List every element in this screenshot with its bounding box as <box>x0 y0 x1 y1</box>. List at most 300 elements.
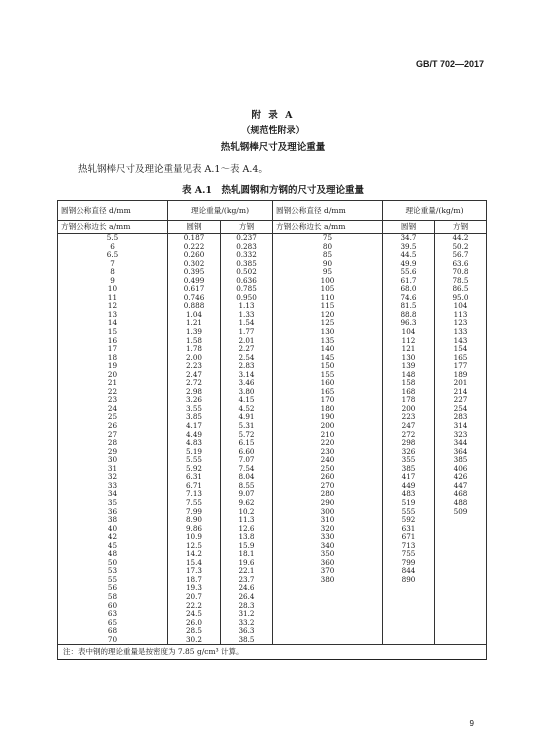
round-weight-cell: 247 <box>383 422 435 431</box>
size-cell: 27 <box>58 431 168 440</box>
square-weight-cell: 44.2 <box>435 234 487 243</box>
size-cell: 55 <box>58 576 168 585</box>
square-weight-cell: 38.5 <box>221 636 273 645</box>
size-cell: 35 <box>58 499 168 508</box>
size-col-header-right: 圆钢公称直径 d/mm <box>273 201 383 221</box>
round-weight-cell: 14.2 <box>168 550 221 559</box>
size-cell: 290 <box>273 499 383 508</box>
table-row <box>58 396 487 405</box>
table-row <box>58 337 487 346</box>
table-row <box>58 465 487 474</box>
size-cell: 60 <box>58 602 168 611</box>
square-weight-cell: 7.54 <box>221 465 273 474</box>
round-weight-cell: 6.31 <box>168 473 221 482</box>
square-weight-cell: 2.83 <box>221 362 273 371</box>
round-weight-cell <box>383 593 435 602</box>
size-cell: 380 <box>273 576 383 585</box>
size-cell: 330 <box>273 533 383 542</box>
size-cell: 65 <box>58 619 168 628</box>
square-weight-cell: 0.332 <box>221 251 273 260</box>
square-weight-cell: 133 <box>435 328 487 337</box>
square-weight-cell: 488 <box>435 499 487 508</box>
size-cell: 22 <box>58 388 168 397</box>
round-weight-cell: 326 <box>383 448 435 457</box>
square-weight-cell: 26.4 <box>221 593 273 602</box>
size-cell <box>273 610 383 619</box>
square-weight-cell: 165 <box>435 354 487 363</box>
round-weight-cell: 5.55 <box>168 456 221 465</box>
appendix-title: 附 录 A <box>251 110 295 121</box>
round-weight-cell: 449 <box>383 482 435 491</box>
size-cell: 120 <box>273 311 383 320</box>
square-weight-cell: 283 <box>435 413 487 422</box>
square-weight-cell: 13.8 <box>221 533 273 542</box>
table-row <box>58 371 487 380</box>
table-row <box>58 268 487 277</box>
round-weight-cell: 2.72 <box>168 379 221 388</box>
size-cell: 12 <box>58 302 168 311</box>
round-weight-cell: 104 <box>383 328 435 337</box>
square-weight-cell: 406 <box>435 465 487 474</box>
size-cell: 170 <box>273 396 383 405</box>
round-weight-cell: 148 <box>383 371 435 380</box>
size-cell: 165 <box>273 388 383 397</box>
size-cell: 110 <box>273 294 383 303</box>
round-weight-cell: 1.39 <box>168 328 221 337</box>
square-weight-cell: 78.5 <box>435 277 487 286</box>
square-weight-cell: 2.54 <box>221 354 273 363</box>
square-weight-cell <box>435 533 487 542</box>
size-cell: 25 <box>58 413 168 422</box>
size-cell: 85 <box>273 251 383 260</box>
round-weight-cell: 81.5 <box>383 302 435 311</box>
round-weight-cell: 22.2 <box>168 602 221 611</box>
square-weight-cell <box>435 593 487 602</box>
table-row <box>58 405 487 414</box>
round-weight-cell: 200 <box>383 405 435 414</box>
round-weight-cell: 631 <box>383 525 435 534</box>
square-weight-cell: 4.15 <box>221 396 273 405</box>
round-weight-cell: 1.21 <box>168 319 221 328</box>
square-weight-cell: 24.6 <box>221 584 273 593</box>
square-weight-cell: 1.77 <box>221 328 273 337</box>
size-cell: 75 <box>273 234 383 243</box>
round-weight-cell: 671 <box>383 533 435 542</box>
size-cell: 280 <box>273 490 383 499</box>
size-cell: 36 <box>58 508 168 517</box>
table-row <box>58 482 487 491</box>
round-weight-cell: 4.17 <box>168 422 221 431</box>
size-cell: 250 <box>273 465 383 474</box>
table-row <box>58 516 487 525</box>
size-cell: 17 <box>58 345 168 354</box>
size-cell: 155 <box>273 371 383 380</box>
size-cell: 130 <box>273 328 383 337</box>
size-cell: 26 <box>58 422 168 431</box>
table-row <box>58 602 487 611</box>
round-weight-cell: 7.55 <box>168 499 221 508</box>
round-weight-cell: 9.86 <box>168 525 221 534</box>
table-row <box>58 619 487 628</box>
table-row <box>58 234 487 243</box>
square-weight-cell: 0.237 <box>221 234 273 243</box>
size-cell: 56 <box>58 584 168 593</box>
size-cell: 100 <box>273 277 383 286</box>
round-weight-cell: 139 <box>383 362 435 371</box>
size-cell: 125 <box>273 319 383 328</box>
round-weight-cell: 168 <box>383 388 435 397</box>
size-col-subheader-right: 方钢公称边长 a/mm <box>273 221 383 234</box>
square-weight-cell: 18.1 <box>221 550 273 559</box>
round-weight-cell: 96.3 <box>383 319 435 328</box>
table-row <box>58 319 487 328</box>
round-weight-cell: 0.617 <box>168 285 221 294</box>
size-cell: 230 <box>273 448 383 457</box>
square-weight-cell: 0.283 <box>221 243 273 252</box>
square-weight-cell: 104 <box>435 302 487 311</box>
round-weight-cell: 130 <box>383 354 435 363</box>
size-cell: 68 <box>58 627 168 636</box>
square-weight-cell: 1.13 <box>221 302 273 311</box>
square-weight-cell: 36.3 <box>221 627 273 636</box>
size-cell: 220 <box>273 439 383 448</box>
size-cell: 42 <box>58 533 168 542</box>
round-weight-cell: 18.7 <box>168 576 221 585</box>
size-cell <box>273 636 383 645</box>
table-row <box>58 277 487 286</box>
round-weight-cell: 74.6 <box>383 294 435 303</box>
square-weight-cell: 95.0 <box>435 294 487 303</box>
square-weight-cell: 5.31 <box>221 422 273 431</box>
table-row <box>58 251 487 260</box>
square-weight-cell: 4.52 <box>221 405 273 414</box>
size-cell: 360 <box>273 559 383 568</box>
round-weight-cell: 6.71 <box>168 482 221 491</box>
round-weight-cell: 0.888 <box>168 302 221 311</box>
square-weight-cell <box>435 567 487 576</box>
round-weight-cell: 12.5 <box>168 542 221 551</box>
size-cell: 6.5 <box>58 251 168 260</box>
round-weight-cell: 713 <box>383 542 435 551</box>
round-weight-cell: 5.19 <box>168 448 221 457</box>
round-weight-cell: 30.2 <box>168 636 221 645</box>
table-row <box>58 328 487 337</box>
round-weight-cell: 44.5 <box>383 251 435 260</box>
square-weight-cell: 254 <box>435 405 487 414</box>
size-cell: 53 <box>58 567 168 576</box>
square-weight-cell <box>435 550 487 559</box>
round-weight-cell: 0.395 <box>168 268 221 277</box>
size-cell: 70 <box>58 636 168 645</box>
standard-code: GB/T 702—2017 <box>415 59 484 69</box>
table-row <box>58 302 487 311</box>
size-cell: 7 <box>58 260 168 269</box>
size-cell: 135 <box>273 337 383 346</box>
square-weight-cell <box>435 602 487 611</box>
square-weight-cell: 33.2 <box>221 619 273 628</box>
size-cell: 340 <box>273 542 383 551</box>
table-row <box>58 499 487 508</box>
round-col-header-right: 圆钢 <box>383 221 435 234</box>
round-weight-cell: 8.90 <box>168 516 221 525</box>
square-weight-cell: 189 <box>435 371 487 380</box>
size-col-header: 圆钢公称直径 d/mm <box>58 201 168 221</box>
round-weight-cell: 555 <box>383 508 435 517</box>
square-weight-cell: 8.55 <box>221 482 273 491</box>
round-weight-cell: 272 <box>383 431 435 440</box>
square-weight-cell: 9.62 <box>221 499 273 508</box>
size-cell: 370 <box>273 567 383 576</box>
square-weight-cell: 5.72 <box>221 431 273 440</box>
size-cell: 10 <box>58 285 168 294</box>
size-cell: 105 <box>273 285 383 294</box>
round-weight-cell: 158 <box>383 379 435 388</box>
table-row <box>58 584 487 593</box>
square-weight-cell: 63.6 <box>435 260 487 269</box>
square-weight-cell: 31.2 <box>221 610 273 619</box>
size-cell: 270 <box>273 482 383 491</box>
square-col-header-right: 方钢 <box>435 221 487 234</box>
size-cell: 31 <box>58 465 168 474</box>
size-cell: 32 <box>58 473 168 482</box>
size-cell: 240 <box>273 456 383 465</box>
table-row <box>58 490 487 499</box>
square-weight-cell: 447 <box>435 482 487 491</box>
size-cell: 24 <box>58 405 168 414</box>
square-weight-cell: 10.2 <box>221 508 273 517</box>
table-row <box>58 508 487 517</box>
table-row <box>58 413 487 422</box>
round-weight-cell <box>383 627 435 636</box>
table-row <box>58 627 487 636</box>
size-cell: 8 <box>58 268 168 277</box>
table-row <box>58 294 487 303</box>
square-weight-cell: 1.33 <box>221 311 273 320</box>
table-caption: 表 A.1 热轧圆钢和方钢的尺寸及理论重量 <box>181 185 365 196</box>
round-weight-cell: 4.83 <box>168 439 221 448</box>
size-cell: 150 <box>273 362 383 371</box>
round-weight-cell: 1.04 <box>168 311 221 320</box>
square-weight-cell: 3.46 <box>221 379 273 388</box>
size-cell: 320 <box>273 525 383 534</box>
square-weight-cell: 50.2 <box>435 243 487 252</box>
size-cell: 6 <box>58 243 168 252</box>
round-weight-cell: 298 <box>383 439 435 448</box>
size-cell: 90 <box>273 260 383 269</box>
size-cell: 200 <box>273 422 383 431</box>
table-row <box>58 448 487 457</box>
table-row <box>58 311 487 320</box>
square-weight-cell: 154 <box>435 345 487 354</box>
square-col-header: 方钢 <box>221 221 273 234</box>
size-cell: 80 <box>273 243 383 252</box>
size-cell: 145 <box>273 354 383 363</box>
round-weight-cell: 0.222 <box>168 243 221 252</box>
round-weight-cell: 2.47 <box>168 371 221 380</box>
round-weight-cell: 1.58 <box>168 337 221 346</box>
appendix-heading: 热轧钢棒尺寸及理论重量 <box>220 142 326 153</box>
table-row <box>58 456 487 465</box>
round-weight-cell: 1.78 <box>168 345 221 354</box>
size-cell: 13 <box>58 311 168 320</box>
size-cell: 29 <box>58 448 168 457</box>
square-weight-cell <box>435 610 487 619</box>
square-weight-cell: 7.07 <box>221 456 273 465</box>
square-weight-cell: 509 <box>435 508 487 517</box>
size-cell: 115 <box>273 302 383 311</box>
square-weight-cell: 364 <box>435 448 487 457</box>
round-weight-cell: 10.9 <box>168 533 221 542</box>
square-weight-cell: 1.54 <box>221 319 273 328</box>
square-weight-cell: 227 <box>435 396 487 405</box>
round-weight-cell: 3.26 <box>168 396 221 405</box>
round-weight-cell: 0.302 <box>168 260 221 269</box>
size-cell: 16 <box>58 337 168 346</box>
round-weight-cell: 4.49 <box>168 431 221 440</box>
round-weight-cell: 3.85 <box>168 413 221 422</box>
round-weight-cell: 2.00 <box>168 354 221 363</box>
appendix-subtitle: （规范性附录） <box>241 126 305 136</box>
round-weight-cell: 3.55 <box>168 405 221 414</box>
weight-col-header-right: 理论重量/(kg/m) <box>383 201 487 221</box>
square-weight-cell: 113 <box>435 311 487 320</box>
dimensions-weight-table <box>57 200 487 660</box>
square-weight-cell: 0.785 <box>221 285 273 294</box>
round-weight-cell <box>383 610 435 619</box>
round-weight-cell: 592 <box>383 516 435 525</box>
round-weight-cell: 7.99 <box>168 508 221 517</box>
size-cell <box>273 584 383 593</box>
square-weight-cell: 15.9 <box>221 542 273 551</box>
round-weight-cell: 890 <box>383 576 435 585</box>
round-weight-cell: 417 <box>383 473 435 482</box>
square-weight-cell <box>435 559 487 568</box>
square-weight-cell <box>435 619 487 628</box>
round-weight-cell: 28.5 <box>168 627 221 636</box>
round-weight-cell: 0.746 <box>168 294 221 303</box>
table-row <box>58 559 487 568</box>
round-weight-cell: 5.92 <box>168 465 221 474</box>
square-weight-cell: 9.07 <box>221 490 273 499</box>
round-weight-cell: 2.23 <box>168 362 221 371</box>
size-cell <box>273 602 383 611</box>
table-row <box>58 388 487 397</box>
square-weight-cell: 344 <box>435 439 487 448</box>
size-cell: 30 <box>58 456 168 465</box>
size-cell: 260 <box>273 473 383 482</box>
square-weight-cell <box>435 576 487 585</box>
size-cell: 38 <box>58 516 168 525</box>
round-weight-cell: 15.4 <box>168 559 221 568</box>
size-cell <box>273 619 383 628</box>
size-cell: 310 <box>273 516 383 525</box>
table-row <box>58 576 487 585</box>
round-weight-cell: 2.98 <box>168 388 221 397</box>
round-weight-cell: 7.13 <box>168 490 221 499</box>
size-cell: 15 <box>58 328 168 337</box>
round-weight-cell: 121 <box>383 345 435 354</box>
size-cell: 19 <box>58 362 168 371</box>
square-weight-cell: 8.04 <box>221 473 273 482</box>
square-weight-cell <box>435 542 487 551</box>
size-cell: 11 <box>58 294 168 303</box>
square-weight-cell: 2.01 <box>221 337 273 346</box>
square-weight-cell: 70.8 <box>435 268 487 277</box>
table-row <box>58 542 487 551</box>
square-weight-cell <box>435 636 487 645</box>
table-row <box>58 593 487 602</box>
square-weight-cell: 56.7 <box>435 251 487 260</box>
table-row <box>58 473 487 482</box>
round-weight-cell <box>383 584 435 593</box>
square-weight-cell: 385 <box>435 456 487 465</box>
round-weight-cell: 39.5 <box>383 243 435 252</box>
size-cell: 14 <box>58 319 168 328</box>
square-weight-cell: 19.6 <box>221 559 273 568</box>
size-cell: 40 <box>58 525 168 534</box>
table-row <box>58 550 487 559</box>
round-weight-cell: 385 <box>383 465 435 474</box>
round-weight-cell <box>383 619 435 628</box>
round-weight-cell: 0.499 <box>168 277 221 286</box>
round-weight-cell: 20.7 <box>168 593 221 602</box>
square-weight-cell <box>435 525 487 534</box>
table-row <box>58 636 487 645</box>
table-row <box>58 525 487 534</box>
square-weight-cell: 323 <box>435 431 487 440</box>
round-weight-cell: 483 <box>383 490 435 499</box>
size-cell: 45 <box>58 542 168 551</box>
size-cell: 5.5 <box>58 234 168 243</box>
square-weight-cell <box>435 516 487 525</box>
page-number: 9 <box>469 719 474 728</box>
size-cell: 210 <box>273 431 383 440</box>
round-weight-cell: 19.3 <box>168 584 221 593</box>
table-row <box>58 345 487 354</box>
square-weight-cell <box>435 627 487 636</box>
round-weight-cell: 799 <box>383 559 435 568</box>
square-weight-cell: 22.1 <box>221 567 273 576</box>
square-weight-cell: 201 <box>435 379 487 388</box>
square-weight-cell: 6.15 <box>221 439 273 448</box>
size-cell: 28 <box>58 439 168 448</box>
round-weight-cell: 26.0 <box>168 619 221 628</box>
table-row <box>58 422 487 431</box>
size-cell: 33 <box>58 482 168 491</box>
table-row <box>58 362 487 371</box>
size-cell: 18 <box>58 354 168 363</box>
table-row <box>58 285 487 294</box>
table-row <box>58 610 487 619</box>
square-weight-cell: 11.3 <box>221 516 273 525</box>
square-weight-cell: 143 <box>435 337 487 346</box>
size-cell: 9 <box>58 277 168 286</box>
size-col-subheader: 方钢公称边长 a/mm <box>58 221 168 234</box>
size-cell: 48 <box>58 550 168 559</box>
square-weight-cell: 0.502 <box>221 268 273 277</box>
round-weight-cell: 49.9 <box>383 260 435 269</box>
round-weight-cell: 355 <box>383 456 435 465</box>
square-weight-cell: 28.3 <box>221 602 273 611</box>
size-cell: 140 <box>273 345 383 354</box>
square-weight-cell: 12.6 <box>221 525 273 534</box>
square-weight-cell: 0.385 <box>221 260 273 269</box>
table-row <box>58 379 487 388</box>
round-weight-cell: 844 <box>383 567 435 576</box>
size-cell <box>273 627 383 636</box>
square-weight-cell: 3.80 <box>221 388 273 397</box>
size-cell: 58 <box>58 593 168 602</box>
